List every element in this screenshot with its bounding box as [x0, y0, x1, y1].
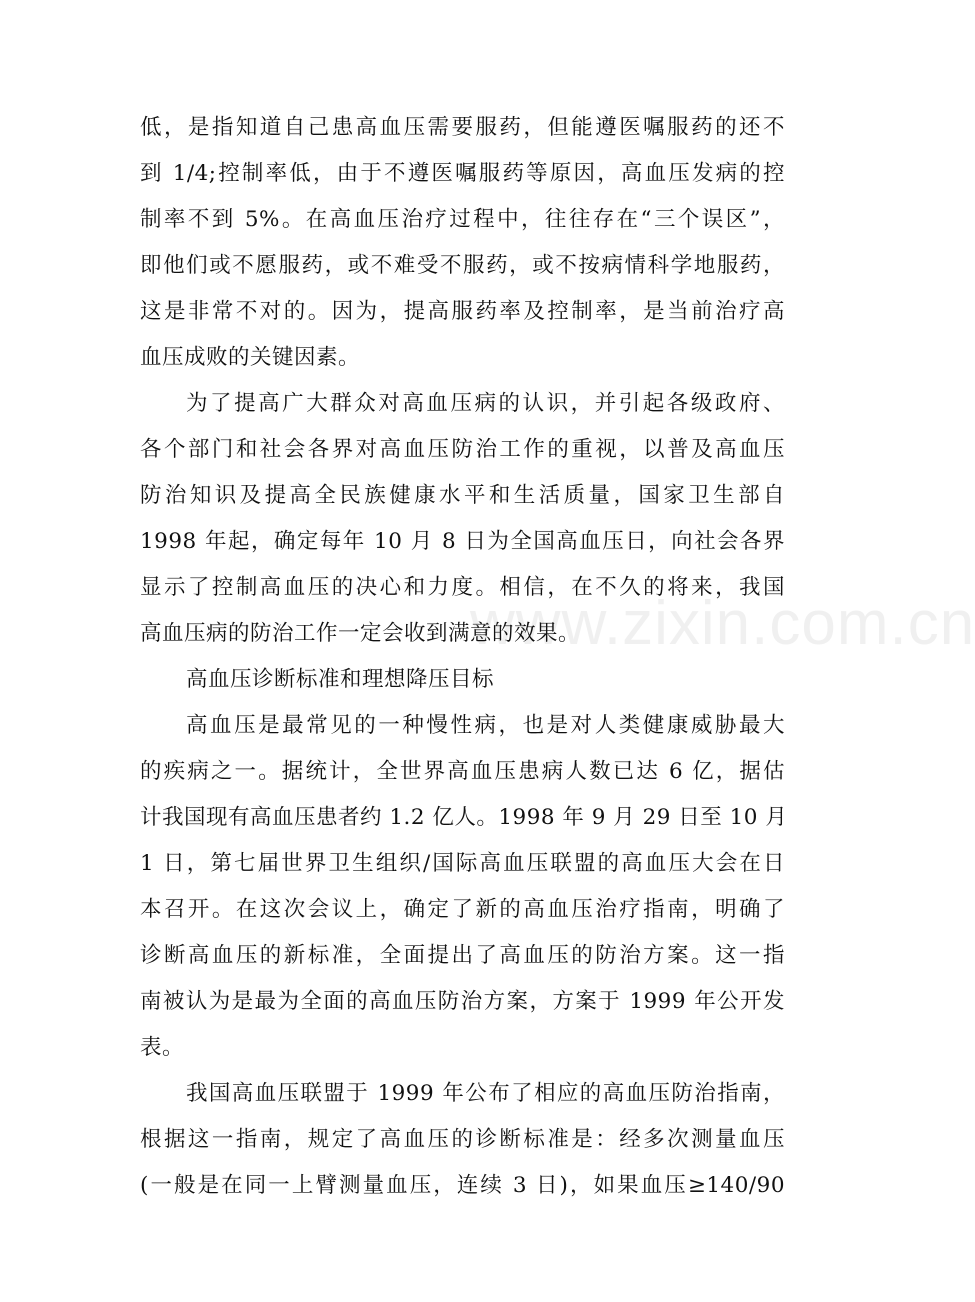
text-line: 表。 — [140, 1035, 185, 1060]
text-line: 计我国现有高血压患者约 1.2 亿人。1998 年 9 月 29 日至 10 月 — [140, 805, 788, 830]
section-heading: 高血压诊断标准和理想降压目标 — [186, 667, 495, 692]
text-line: 各个部门和社会各界对高血压防治工作的重视，以普及高血压 — [140, 437, 785, 462]
paragraph-first-line: 为了提高广大群众对高血压病的认识，并引起各级政府、 — [186, 391, 785, 416]
text-line: 低，是指知道自己患高血压需要服药，但能遵医嘱服药的还不 — [140, 115, 785, 140]
text-line: 本召开。在这次会议上，确定了新的高血压治疗指南，明确了 — [140, 897, 785, 922]
text-line: 显示了控制高血压的决心和力度。相信，在不久的将来，我国 — [140, 575, 785, 600]
paragraph-first-line: 高血压是最常见的一种慢性病，也是对人类健康威胁最大 — [186, 713, 785, 738]
text-line: 制率不到 5%。在高血压治疗过程中，往往存在“三个误区”， — [140, 207, 785, 232]
text-line: 到 1/4;控制率低，由于不遵医嘱服药等原因，高血压发病的控 — [140, 161, 785, 186]
text-line: 血压成败的关键因素。 — [140, 345, 361, 370]
text-line: 高血压病的防治工作一定会收到满意的效果。 — [140, 621, 581, 646]
text-line: 即他们或不愿服药，或不难受不服药，或不按病情科学地服药， — [140, 253, 785, 278]
text-line: 诊断高血压的新标准，全面提出了高血压的防治方案。这一指 — [140, 943, 785, 968]
paragraph-first-line: 我国高血压联盟于 1999 年公布了相应的高血压防治指南， — [186, 1081, 785, 1106]
text-line: 防治知识及提高全民族健康水平和生活质量，国家卫生部自 — [140, 483, 785, 508]
watermark: www.zixin.com.cn — [470, 589, 975, 658]
text-line: 根据这一指南，规定了高血压的诊断标准是：经多次测量血压 — [140, 1127, 785, 1152]
text-line: 的疾病之一。据统计，全世界高血压患病人数已达 6 亿，据估 — [140, 759, 785, 784]
text-line: 南被认为是最为全面的高血压防治方案，方案于 1999 年公开发 — [140, 989, 785, 1014]
text-line: 1 日，第七届世界卫生组织/国际高血压联盟的高血压大会在日 — [140, 851, 785, 876]
text-line: 1998 年起，确定每年 10 月 8 日为全国高血压日，向社会各界 — [140, 529, 785, 554]
text-line: (一般是在同一上臂测量血压，连续 3 日)，如果血压≥140/90 — [140, 1173, 785, 1198]
text-line: 这是非常不对的。因为，提高服药率及控制率，是当前治疗高 — [140, 299, 785, 324]
